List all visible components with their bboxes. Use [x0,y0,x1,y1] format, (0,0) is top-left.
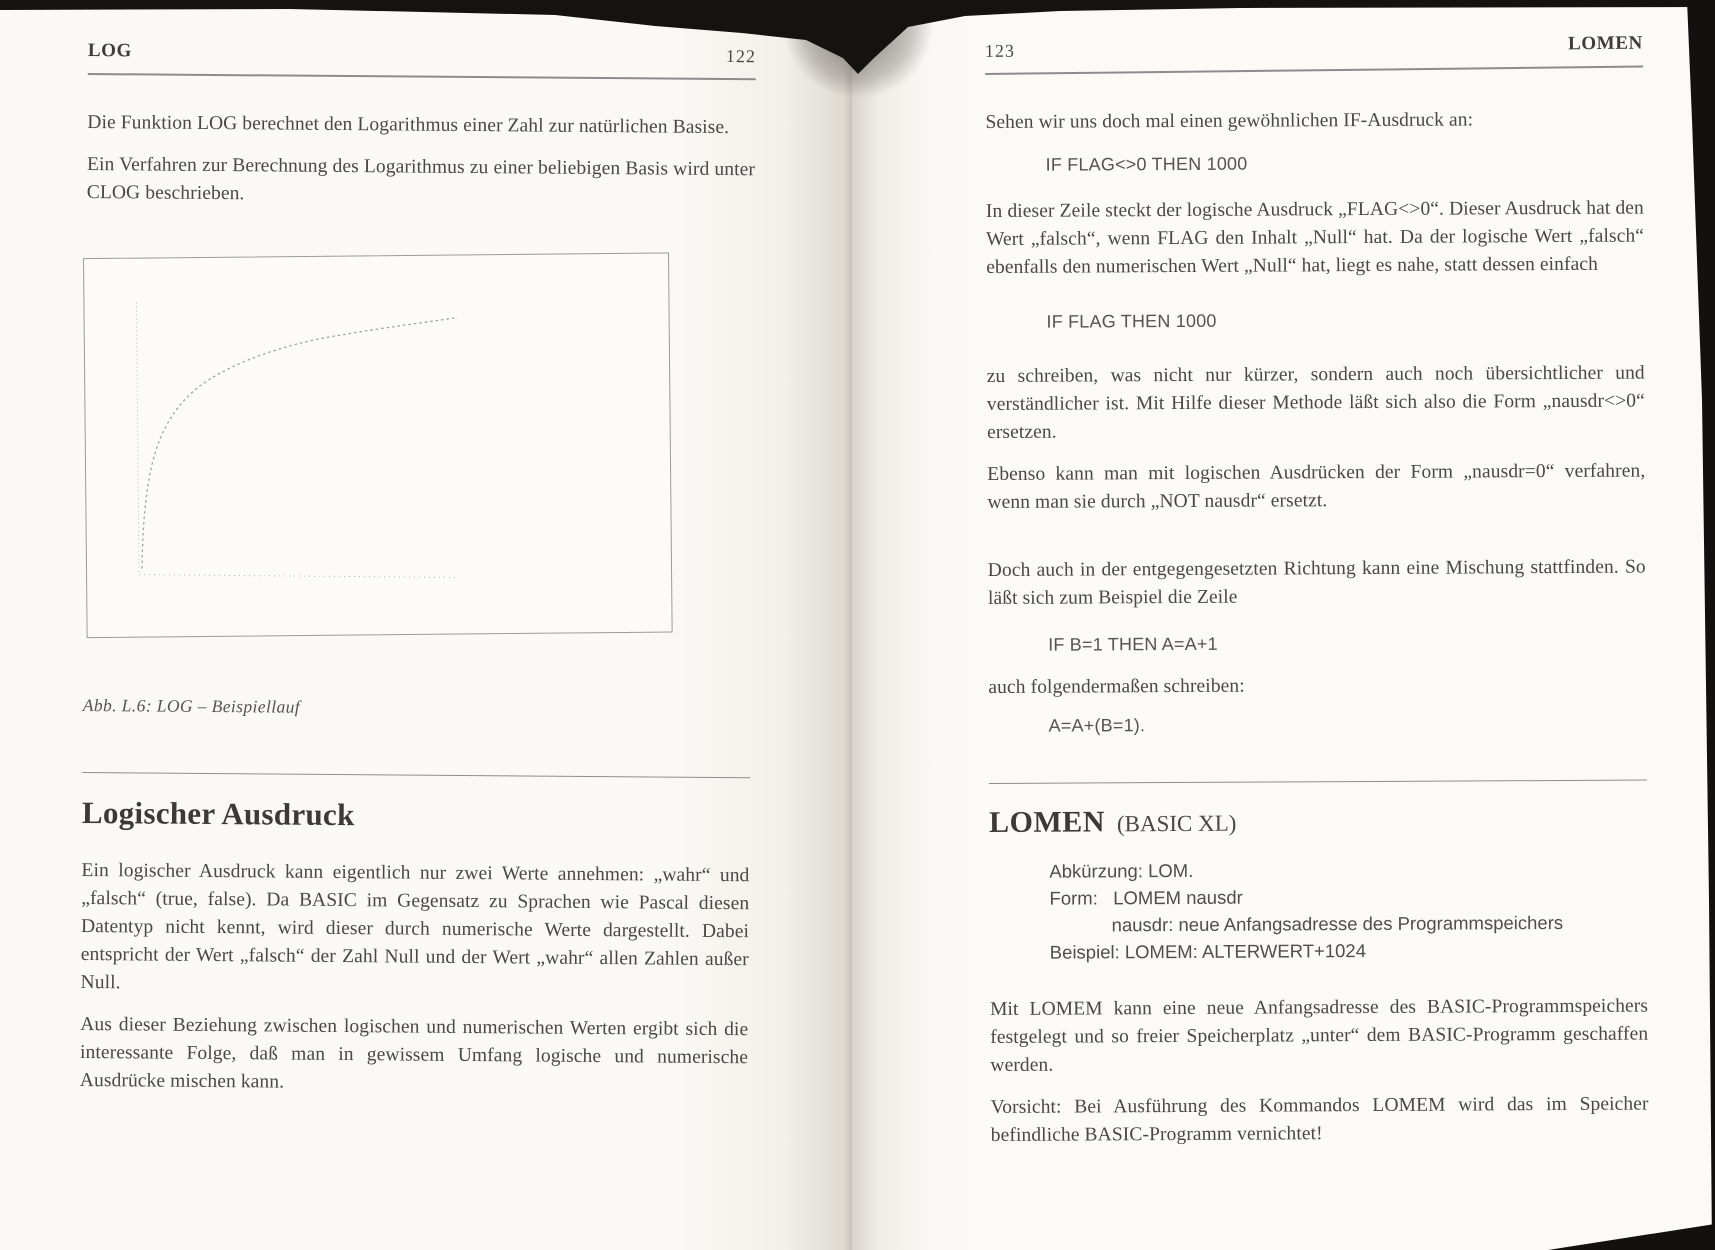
left-intro-paragraph-1: Die Funktion LOG berechnet den Logarithmus einer Zahl zur natürlichen Basise. [87,111,730,139]
figure-caption: Abb. L.6: LOG – Beispiellauf [82,694,301,717]
right-page-header [985,33,1643,75]
plot-x-axis [139,572,459,581]
lomen-spec-form-sub: nausdr: neue Anfangsadresse des Programmspeichers [1111,911,1564,936]
right-page-number: 123 [984,40,1016,62]
left-page [0,4,852,1250]
plot-y-axis [136,303,139,575]
log-curve-plot-svg [84,253,672,637]
right-page-title: LOMEN [1567,32,1643,55]
lomen-spec-form: Form: LOMEM nausdr [1049,886,1243,909]
right-paragraph-1: Sehen wir uns doch mal einen gewöhnlichen IF-Ausdruck an: [985,109,1474,133]
right-paragraph-4: Ebenso kann man mit logischen Ausdrücken der Form „nausdr=0“ verfahren, wenn man sie durch „NOT nausdr“ ersetzt. [987,460,1646,513]
left-page-content [80,40,756,1100]
lomen-basic-xl-qualifier: (BASIC XL) [1116,810,1237,837]
right-paragraph-2: In dieser Zeile steckt der logische Ausdruck „FLAG<>0“. Dieser Ausdruck hat den Wert „falsch“, wenn FLAG den Inhalt „Null“ hat. Da der logische Wert „falsch“ ebenfalls den numerischen Wert „Null“ hat, liegt es nahe, statt dessen einfach [985,197,1645,278]
code-line-if-flag-ne-0: IF FLAG<>0 THEN 1000 [1045,153,1248,175]
right-section-divider [989,780,1647,784]
log-example-figure [83,252,673,638]
left-page-title: LOG [87,40,133,62]
left-section-paragraph-2: Aus dieser Beziehung zwischen logischen und numerischen Werten ergibt sich die interessante Folge, daß man in gewissem Umfang logische und numerische Ausdrücke mischen kann. [79,1013,749,1093]
section-heading-logischer-ausdruck: Logischer Ausdruck [81,794,355,833]
code-line-a-assignment: A=A+(B=1). [1048,715,1146,736]
left-page-number: 122 [725,46,756,67]
left-intro-paragraph-2: Ein Verfahren zur Berechnung des Logarithmus zu einer beliebigen Basis wird unter CLOG beschrieben. [86,153,756,205]
code-line-if-b: IF B=1 THEN A=A+1 [1048,633,1218,655]
right-paragraph-5: Doch auch in der entgegengesetzten Richtung kann eine Mischung stattfinden. So läßt sich zum Beispiel die Zeile [987,556,1646,609]
left-section-divider [82,772,750,778]
right-paragraph-3: zu schreiben, was nicht nur kürzer, sondern auch noch übersichtlicher und verständlicher ist. Mit Hilfe dieser Methode läßt sich also die Form „nausdr<>0“ ersetzen. [986,362,1645,443]
lomen-paragraph-2: Vorsicht: Bei Ausführung des Kommandos LOMEM wird das im Speicher befindliche BASIC-Programm vernichtet! [990,1093,1649,1146]
lomen-spec-abbreviation: Abkürzung: LOM. [1049,859,1194,882]
lomen-spec-example: Beispiel: LOMEM: ALTERWERT+1024 [1049,940,1366,963]
right-paragraph-6: auch folgendermaßen schreiben: [988,675,1245,698]
section-heading-lomen: LOMEN [989,805,1106,839]
right-page-content [984,32,1649,1150]
code-line-if-flag: IF FLAG THEN 1000 [1046,310,1217,332]
lomen-paragraph-1: Mit LOMEM kann eine neue Anfangsadresse des BASIC-Programmspeichers festgelegt und so freier Speicherplatz „unter“ dem BASIC-Programm geschaffen werden. [990,995,1649,1076]
lomen-heading-line [989,803,1647,840]
right-page [852,4,1715,1250]
left-section-paragraph-1: Ein logischer Ausdruck kann eigentlich nur zwei Werte annehmen: „wahr“ und „falsch“ (true, false). Da BASIC im Gegensatz zu Sprachen wie Pascal diesen Datentyp nicht kennt, wird dieser durch numerische Werte dargestellt. Dabei entspricht der Wert „falsch“ der Zahl Null und der Wert „wahr“ allen Zahlen außer Null. [80,859,750,994]
left-page-header [88,40,756,80]
log-curve [140,318,460,569]
